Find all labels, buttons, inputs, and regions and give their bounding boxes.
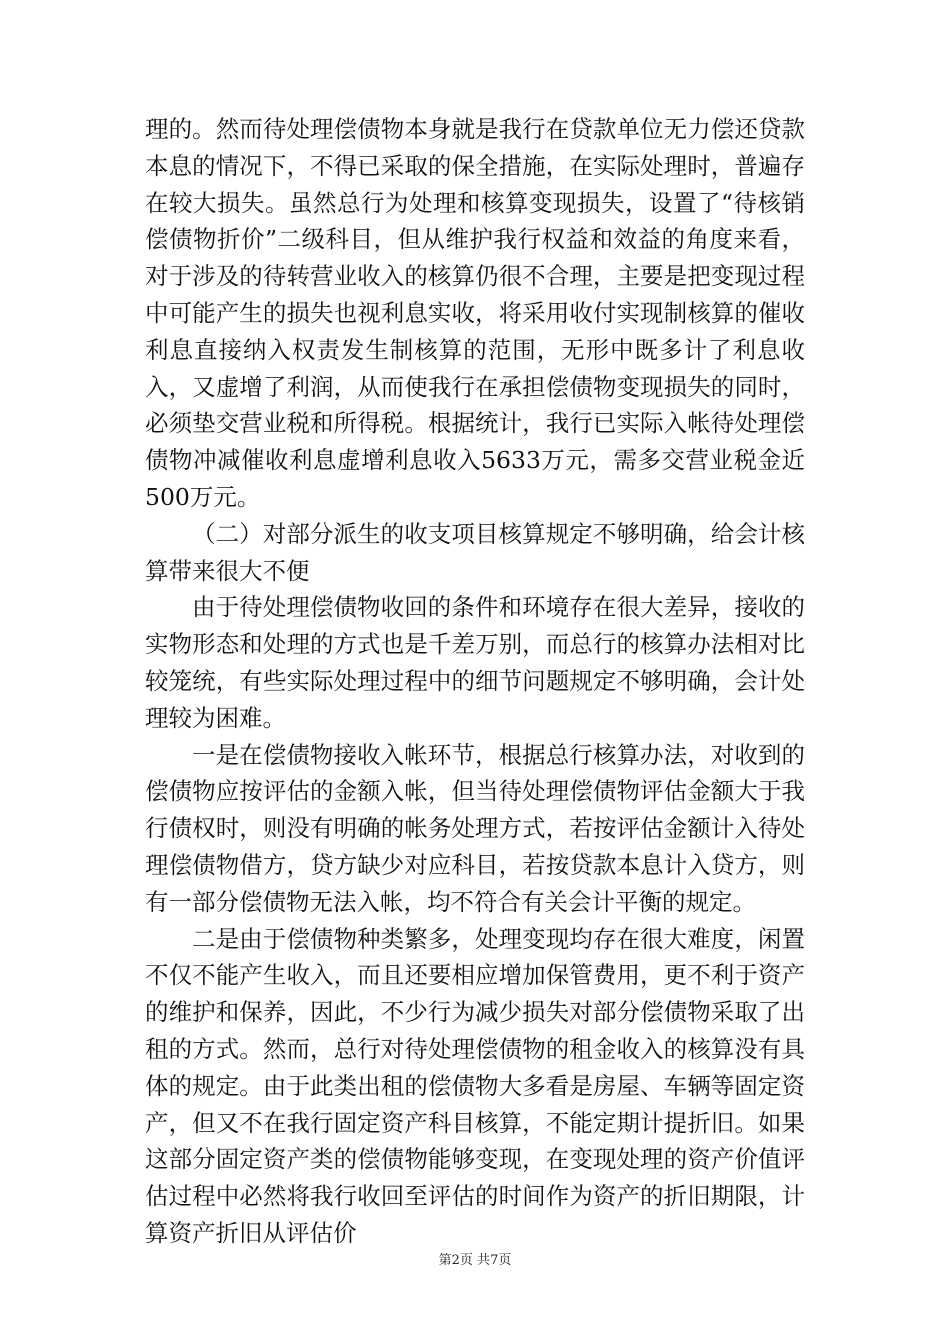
footer-total-pages: 7 bbox=[490, 1253, 499, 1268]
paragraph-point-one: 一是在偿债物接收入帐环节，根据总行核算办法，对收到的偿债物应按评估的金额入帐，但当待处理偿债物评估金额大于我行债权时，则没有明确的帐务处理方式，若按评估金额计入待处理偿债物借方，贷方缺少对应科目，若按贷款本息计入贷方，则有一部分偿债物无法入帐，均不符合有关会计平衡的规定。 bbox=[145, 740, 805, 916]
footer-middle: 页 共 bbox=[459, 1253, 491, 1268]
paragraph-background: 由于待处理偿债物收回的条件和环境存在很大差异，接收的实物形态和处理的方式也是千差万别，而总行的核算办法相对比较笼统，有些实际处理过程中的细节问题规定不够明确，会计处理较为困难。 bbox=[145, 593, 805, 732]
footer-prefix: 第 bbox=[438, 1253, 452, 1268]
footer-current-page: 2 bbox=[451, 1253, 460, 1268]
paragraph-continuation: 理的。然而待处理偿债物本身就是我行在贷款单位无力偿还贷款本息的情况下，不得已采取的保全措施，在实际处理时，普遍存在较大损失。虽然总行为处理和核算变现损失，设置了“待核销偿债物折价”二级科目，但从维护我行权益和效益的角度来看，对于涉及的待转营业收入的核算仍很不合理，主要是把变现过程中可能产生的损失也视利息实收，将采用收付实现制核算的催收利息直接纳入权责发生制核算的范围，无形中既多计了利息收入，又虚增了利润，从而使我行在承担偿债物变现损失的同时，必须垫交营业税和所得税。根据统计，我行已实际入帐待处理偿债物冲减催收利息虚增利息收入5633万元，需多交营业税金近500万元。 bbox=[145, 115, 805, 511]
paragraph-point-two: 二是由于偿债物种类繁多，处理变现均存在很大难度，闲置不仅不能产生收入，而且还要相应增加保管费用，更不利于资产的维护和保养，因此，不少行为减少损失对部分偿债物采取了出租的方式。然而，总行对待处理偿债物的租金收入的核算没有具体的规定。由于此类出租的偿债物大多看是房屋、车辆等固定资产，但又不在我行固定资产科目核算，不能定期计提折旧。如果这部分固定资产类的偿债物能够变现，在变现处理的资产价值评估过程中必然将我行收回至评估的时间作为资产的折旧期限，计算资产折旧从评估价 bbox=[145, 924, 805, 1247]
section-heading: （二）对部分派生的收支项目核算规定不够明确，给会计核算带来很大不便 bbox=[145, 519, 805, 585]
footer-suffix: 页 bbox=[498, 1253, 512, 1268]
page-number-footer bbox=[0, 1249, 950, 1268]
document-body bbox=[145, 111, 805, 1252]
